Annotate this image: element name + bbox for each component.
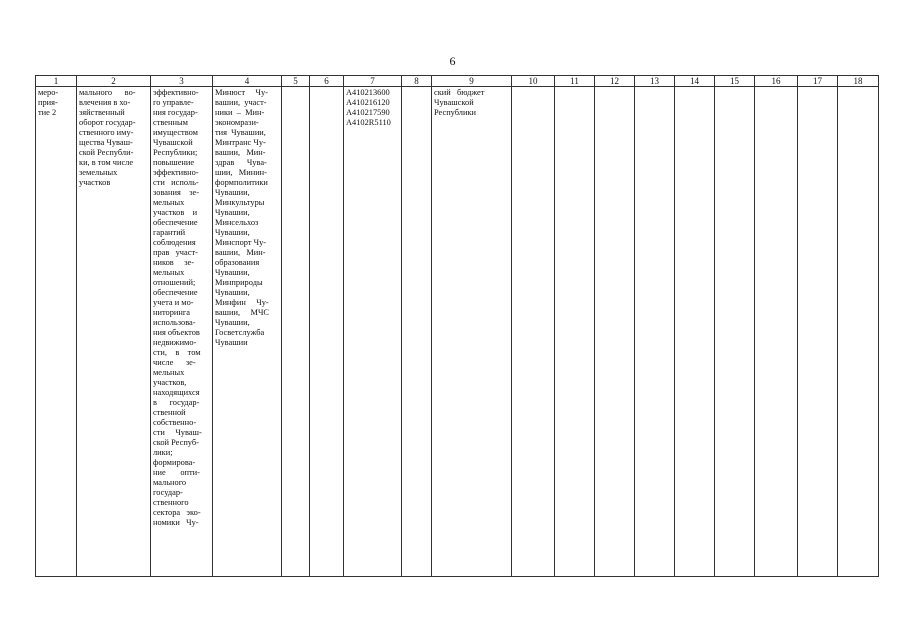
- cell-funding-source: [432, 87, 512, 577]
- cell-col14: [675, 87, 715, 577]
- program-table: [35, 75, 879, 577]
- column-number: 3: [151, 76, 213, 87]
- cell-text: мального во- влечения в хо- зяйственный оборот государ- ственного иму- щества Чуваш- ской Республи- ки, в том числе земельных участков: [79, 88, 136, 187]
- cell-col13: [635, 87, 675, 577]
- cell-col10: [512, 87, 555, 577]
- cell-col5: [282, 87, 310, 577]
- cell-event-name: [77, 87, 151, 577]
- cell-col16: [755, 87, 798, 577]
- column-number: 5: [282, 76, 310, 87]
- column-number: 18: [838, 76, 879, 87]
- column-number: 9: [432, 76, 512, 87]
- cell-text: эффективно- го управле- ния государ- ственным имуществом Чувашской Республики; повышение эффективно- сти исполь- зования зе- мельных участков и обеспечение гарантий соблюдения прав участ- ников зе- мельных отношений; обеспечение учета и мо- ниторинга использова- ния объектов недвижимо- сти, в том числе зе- мельных участков, находящихся в государ- ственной собственно- сти Чуваш- ской Респуб- лики; формирова- ние опти- мального государ- ственного сектора эко- номики Чу-: [153, 88, 202, 527]
- column-number: 7: [344, 76, 402, 87]
- column-number: 12: [595, 76, 635, 87]
- column-number: 8: [402, 76, 432, 87]
- column-number: 13: [635, 76, 675, 87]
- cell-text: A410213600 A410216120 A410217590 A4102R5110: [346, 88, 391, 127]
- column-number: 6: [310, 76, 344, 87]
- column-number: 16: [755, 76, 798, 87]
- column-number: 4: [213, 76, 282, 87]
- cell-event-label: [36, 87, 77, 577]
- column-number: 11: [555, 76, 595, 87]
- cell-col18: [838, 87, 879, 577]
- column-number: 14: [675, 76, 715, 87]
- cell-col15: [715, 87, 755, 577]
- page-number: 6: [449, 54, 456, 68]
- cell-executors: [213, 87, 282, 577]
- cell-col12: [595, 87, 635, 577]
- cell-col17: [798, 87, 838, 577]
- column-number: 1: [36, 76, 77, 87]
- cell-text: меро- прия- тие 2: [38, 88, 59, 117]
- cell-text: ский бюджет Чувашской Республики: [434, 88, 485, 117]
- column-number: 17: [798, 76, 838, 87]
- column-number: 10: [512, 76, 555, 87]
- cell-col8: [402, 87, 432, 577]
- cell-col6: [310, 87, 344, 577]
- column-number: 2: [77, 76, 151, 87]
- cell-goals: [151, 87, 213, 577]
- cell-text: Минюст Чу- вашии, участ- ники – Мин- экономрази- тия Чувашии, Минтранс Чу- вашии, Мин- здрав Чува- шии, Минин- формполитики Чувашии, Минкультуры Чувашии, Минсельхоз Чувашии, Минспорт Чу- вашии, Мин- образования Чувашии, Минприроды Чувашии, Минфин Чу- вашии, МЧС Чувашии, Госветслужба Чувашии: [215, 88, 270, 347]
- cell-codes: [344, 87, 402, 577]
- cell-col11: [555, 87, 595, 577]
- column-number-row: [36, 76, 879, 87]
- table-row: [36, 87, 879, 577]
- column-number: 15: [715, 76, 755, 87]
